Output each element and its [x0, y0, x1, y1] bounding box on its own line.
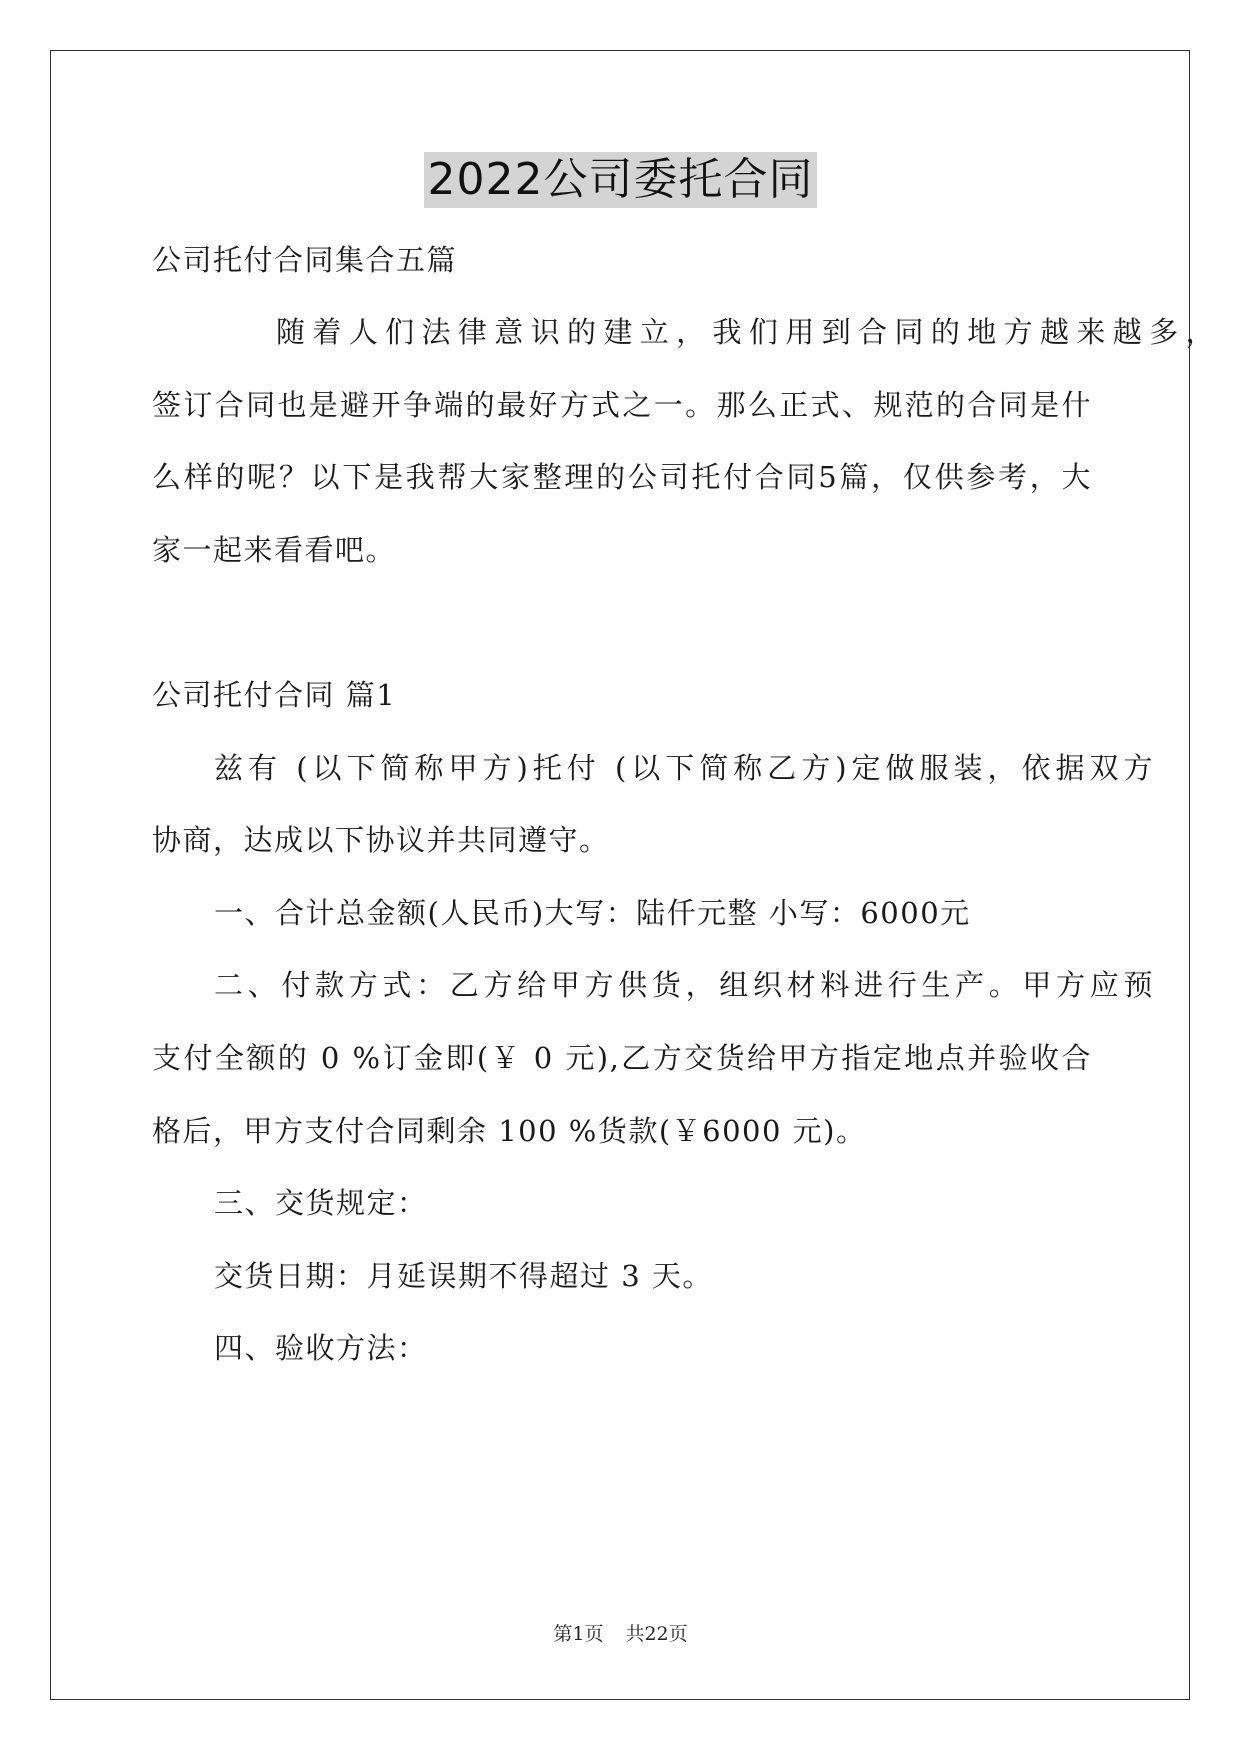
intro-line-2: 签订合同也是避开争端的最好方式之一。那么正式、规范的合同是什	[152, 388, 1092, 422]
document-title: 2022公司委托合同	[424, 152, 818, 208]
intro-line-3: 么样的呢？以下是我帮大家整理的公司托付合同5篇，仅供参考，大	[152, 460, 1092, 494]
body-line-6: 格后，甲方支付合同剩余 100 %货款(￥6000 元)。	[152, 1114, 867, 1148]
body-line-8: 交货日期：月延误期不得超过 3 天。	[214, 1259, 713, 1293]
body-line-2: 协商，达成以下协议并共同遵守。	[152, 823, 610, 857]
page-number: 第1页	[553, 1623, 604, 1645]
page-footer	[0, 1622, 1241, 1646]
body-line-4: 二、付款方式：乙方给甲方供货，组织材料进行生产。甲方应预	[214, 968, 1154, 1002]
title-container	[0, 152, 1241, 208]
body-line-9: 四、验收方法：	[214, 1331, 428, 1365]
page-border	[50, 50, 1190, 1700]
page-total: 共22页	[625, 1623, 688, 1645]
body-line-5: 支付全额的 0 %订金即(￥ 0 元),乙方交货给甲方指定地点并验收合	[152, 1041, 1092, 1075]
body-line-7: 三、交货规定：	[214, 1186, 428, 1220]
intro-line-1: 随着人们法律意识的建立，我们用到合同的地方越来越多，	[276, 315, 1216, 349]
intro-line-4: 家一起来看看吧。	[152, 533, 397, 567]
document-subtitle: 公司托付合同集合五篇	[152, 243, 458, 277]
body-line-3: 一、合计总金额(人民币)大写：陆仟元整 小写：6000元	[214, 896, 971, 930]
section-heading: 公司托付合同 篇1	[152, 678, 397, 712]
body-line-1: 兹有 (以下简称甲方)托付 (以下简称乙方)定做服装，依据双方	[214, 751, 1154, 785]
